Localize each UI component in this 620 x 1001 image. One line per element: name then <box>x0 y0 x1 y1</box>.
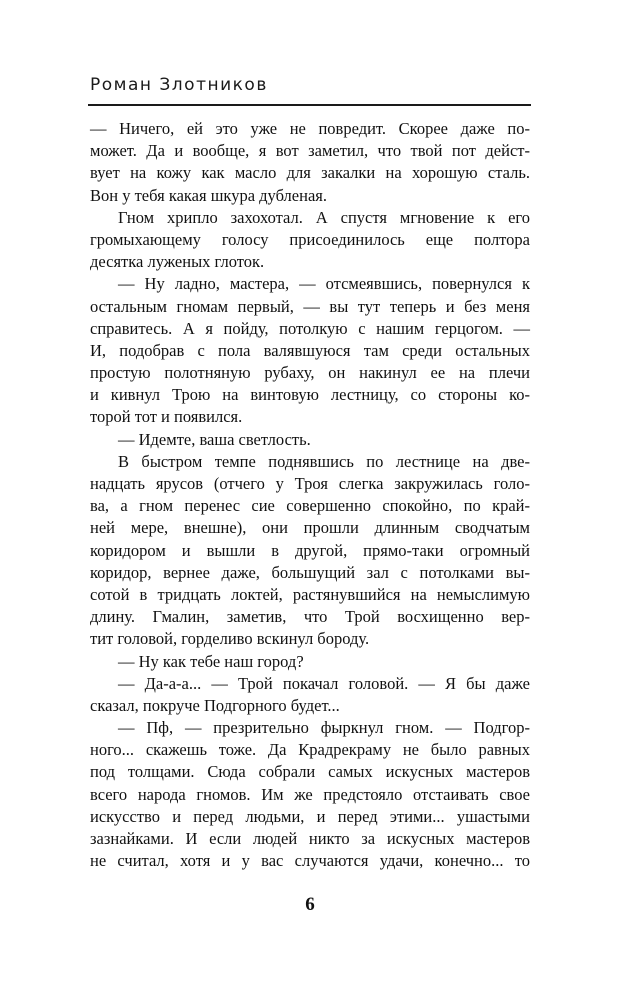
text-line: И, подобрав с пола валявшуюся там среди остальных <box>90 340 530 360</box>
text-line: — Идемте, ваша светлость. <box>118 429 311 449</box>
header-rule <box>88 104 531 106</box>
text-line: В быстром темпе поднявшись по лестнице на две- <box>118 451 530 471</box>
body-text <box>90 118 530 872</box>
text-line: коридор, вернее даже, большущий зал с потолками вы- <box>90 562 530 582</box>
text-line: — Да-а-а... — Трой покачал головой. — Я бы даже <box>118 673 530 693</box>
text-line: может. Да и вообще, я вот заметил, что твой пот дейст- <box>90 141 530 161</box>
text-line: надцать ярусов (отчего у Троя слегка закружилась голо- <box>90 474 530 493</box>
text-line: торой тот и появился. <box>90 407 243 427</box>
page-number: 6 <box>305 894 315 915</box>
text-line: ва, а гном перенес сие совершенно спокойно, по край- <box>90 496 530 516</box>
text-line: вует на кожу как масло для закалки на хорошую сталь. <box>90 163 530 183</box>
text-line: тит головой, горделиво вскинул бороду. <box>90 629 370 649</box>
text-line: ного... скажешь тоже. Да Крадрекраму не было равных <box>90 740 530 760</box>
text-line: ней мере, внешне), они прошли длинным сводчатым <box>90 518 530 538</box>
text-line: простую полотняную рубаху, он накинул ее на плечи <box>90 363 530 383</box>
text-line: Вон у тебя какая шкура дубленая. <box>90 185 327 205</box>
text-line: остальным гномам первый, — вы тут теперь и без меня <box>90 296 530 316</box>
text-line: и кивнул Трою на винтовую лестницу, со стороны ко- <box>90 385 530 405</box>
text-line: под толщами. Сюда собрали самых искусных мастеров <box>90 762 530 782</box>
text-line: справитесь. А я пойду, потолкую с нашим герцогом. — <box>90 318 530 338</box>
text-line: — Ничего, ей это уже не повредит. Скорее даже по- <box>90 119 530 138</box>
text-line: Гном хрипло захохотал. А спустя мгновение к его <box>118 207 530 227</box>
text-line: длину. Гмалин, заметив, что Трой восхищенно вер- <box>90 607 530 627</box>
text-line: сказал, покруче Подгорного будет... <box>90 695 340 715</box>
text-line: искусство и перед людьми, и перед этими... ушастыми <box>90 806 530 826</box>
running-head: Роман Злотников <box>90 75 268 95</box>
text-line: коридором и вышли в другой, прямо-таки огромный <box>90 540 530 560</box>
text-line: — Пф, — презрительно фыркнул гном. — Подгор- <box>118 718 530 738</box>
text-line: десятка луженых глоток. <box>90 252 265 272</box>
text-line: — Ну ладно, мастера, — отсмеявшись, повернулся к <box>118 274 530 294</box>
text-line: — Ну как тебе наш город? <box>118 651 304 671</box>
text-line: зазнайками. И если людей никто за искусных мастеров <box>90 829 530 848</box>
text-line: громыхающему голосу присоединилось еще полтора <box>90 229 530 249</box>
text-line: всего народа гномов. Им же предстояло отстаивать свое <box>90 784 530 804</box>
text-line: сотой в тридцать локтей, растянувшийся на немыслимую <box>90 584 530 604</box>
text-line: не считал, хотя и у вас случаются удачи, конечно... то <box>90 851 530 871</box>
